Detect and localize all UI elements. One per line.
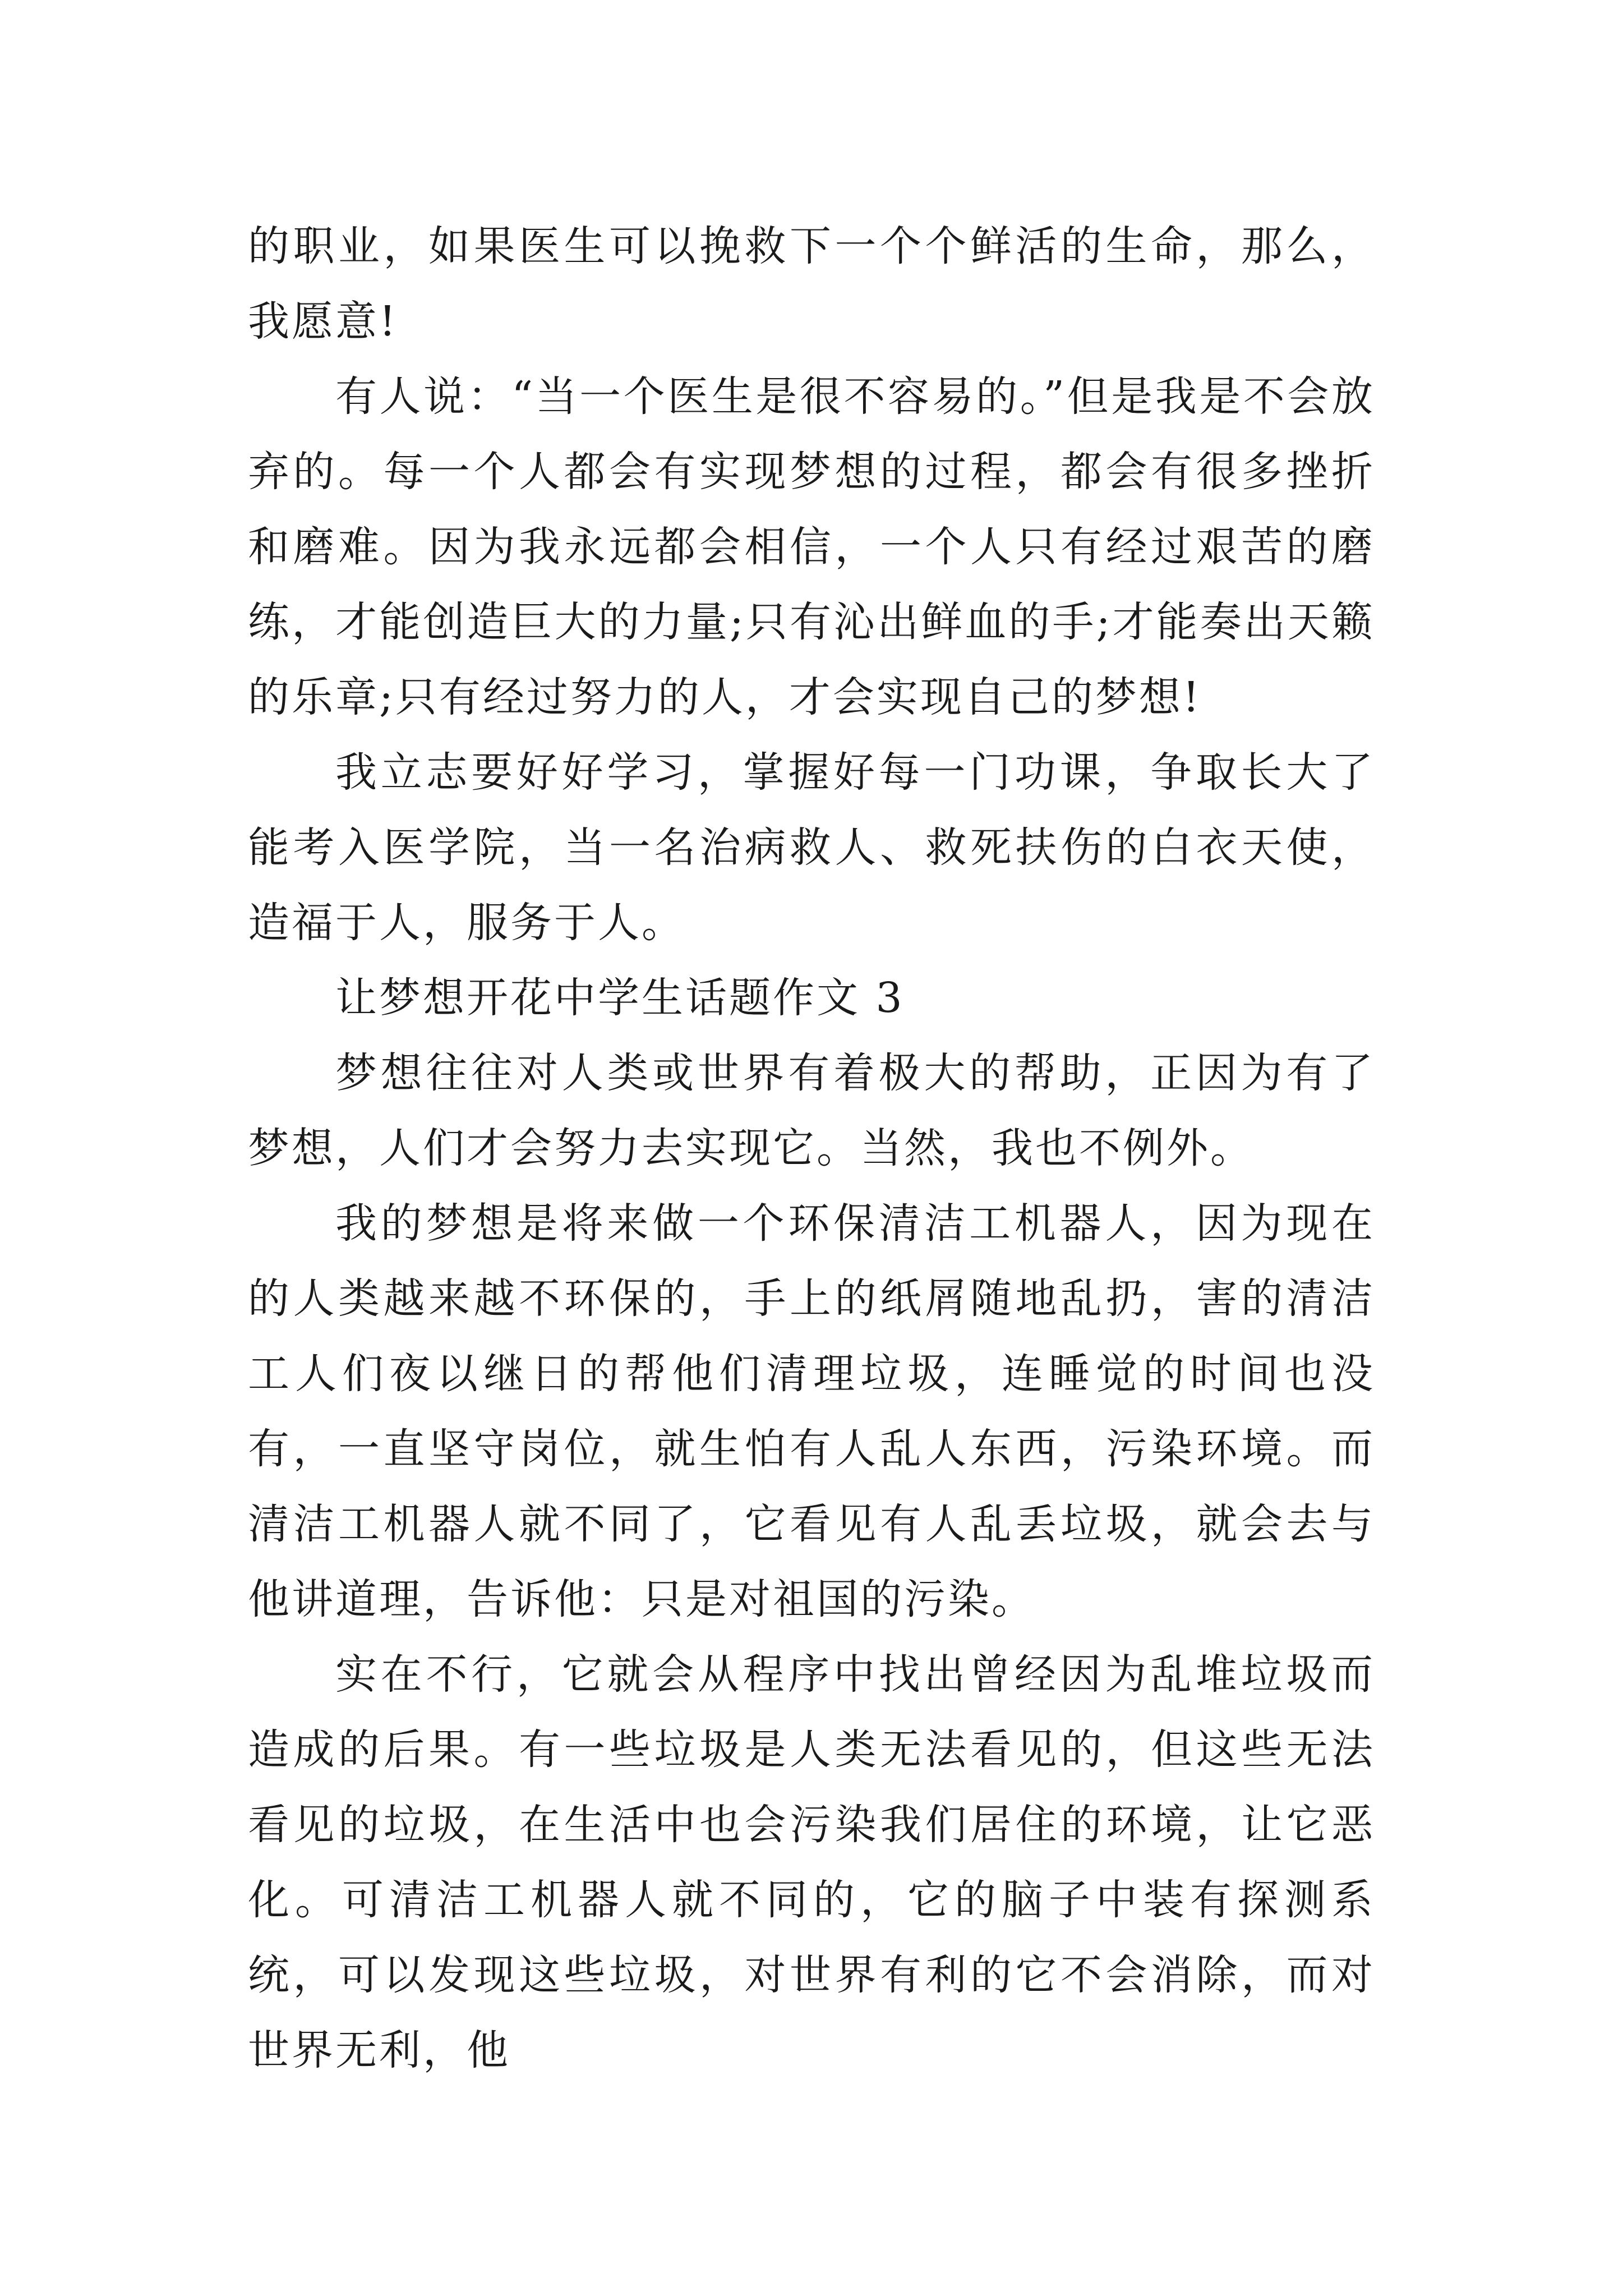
paragraph-6: 实在不行，它就会从程序中找出曾经因为乱堆垃圾而造成的后果。有一些垃圾是人类无法看见的，但这些无法看见的垃圾，在生活中也会污染我们居住的环境，让它恶化。可清洁工机器人就不同的，它的脑子中装有探测系统，可以发现这些垃圾，对世界有利的它不会消除，而对世界无利，他: [248, 1650, 1375, 2074]
paragraph-1: 的职业，如果医生可以挽救下一个个鲜活的生命，那么，我愿意!: [248, 222, 1375, 346]
paragraph-2: 有人说：“当一个医生是很不容易的。”但是我是不会放弃的。每一个人都会有实现梦想的过程，都会有很多挫折和磨难。因为我永远都会相信，一个人只有经过艰苦的磨练，才能创造巨大的力量;只有沁出鲜血的手;才能奏出天籁的乐章;只有经过努力的人，才会实现自己的梦想!: [248, 372, 1375, 721]
section-title: 让梦想开花中学生话题作文 3: [335, 974, 905, 1022]
document-body: [248, 209, 1375, 2088]
paragraph-4: 梦想往往对人类或世界有着极大的帮助，正因为有了梦想，人们才会努力去实现它。当然，我也不例外。: [248, 1049, 1375, 1172]
paragraph-5: 我的梦想是将来做一个环保清洁工机器人，因为现在的人类越来越不环保的，手上的纸屑随地乱扔，害的清洁工人们夜以继日的帮他们清理垃圾，连睡觉的时间也没有，一直坚守岗位，就生怕有人乱人东西，污染环境。而清洁工机器人就不同了，它看见有人乱丢垃圾，就会去与他讲道理，告诉他：只是对祖国的污染。: [248, 1199, 1375, 1623]
paragraph-3: 我立志要好好学习，掌握好每一门功课，争取长大了能考入医学院，当一名治病救人、救死扶伤的白衣天使，造福于人，服务于人。: [248, 748, 1375, 947]
